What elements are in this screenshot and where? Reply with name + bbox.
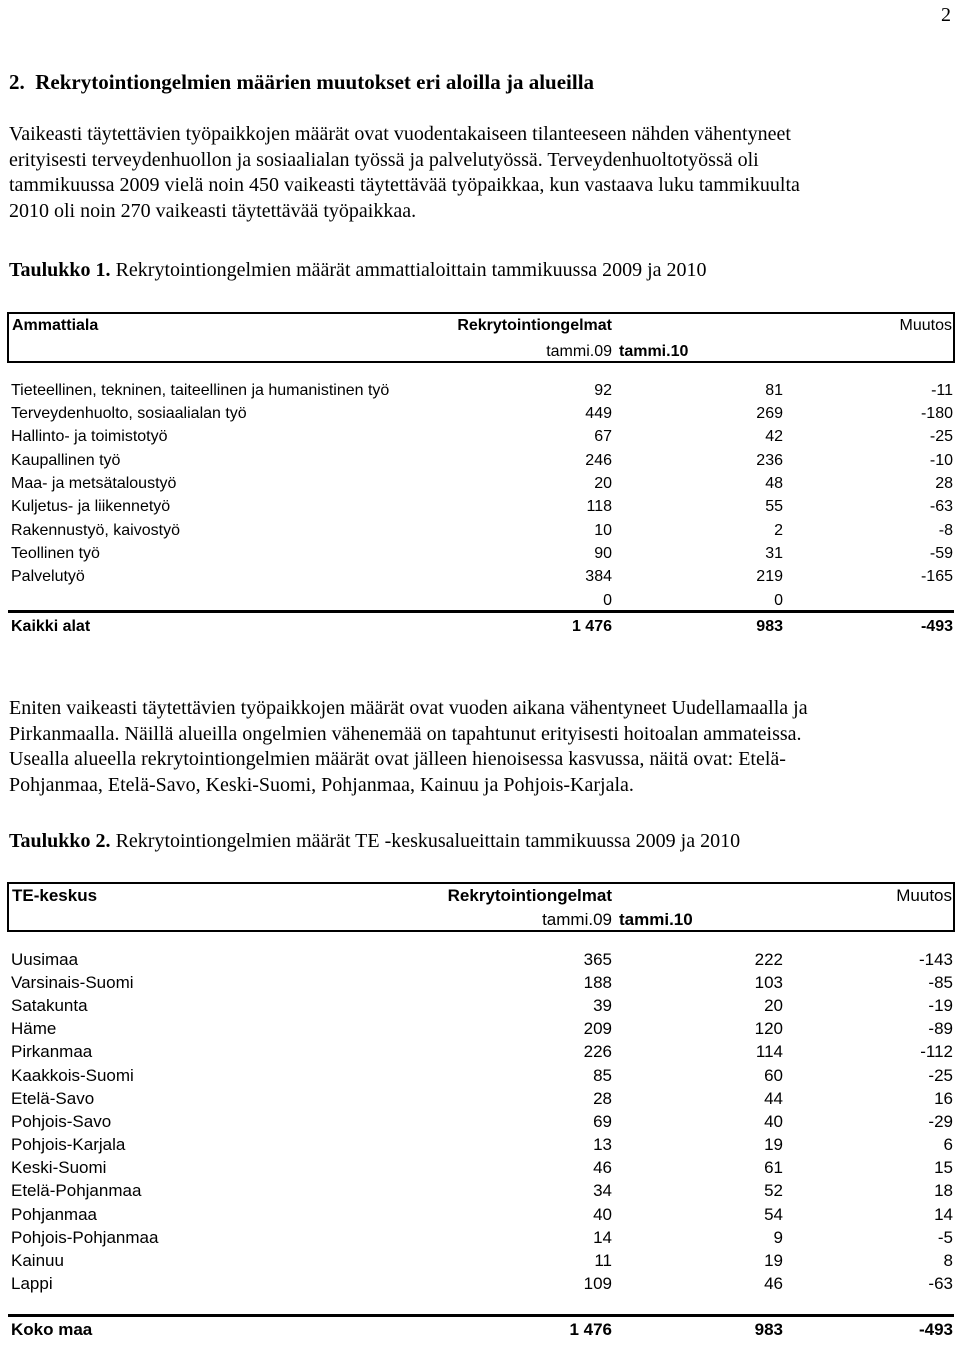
table-row [8, 377, 954, 400]
cell-2009: 109 [583, 1274, 612, 1294]
table-2 [7, 882, 953, 1340]
cell-2010: 61 [764, 1158, 783, 1178]
table-row [8, 1132, 954, 1155]
cell-2010: 219 [756, 568, 783, 586]
cell-change: -8 [938, 521, 953, 539]
table-row [8, 400, 954, 423]
cell-2010: 42 [765, 428, 783, 446]
table-1-header-tammi09: tammi.09 [546, 342, 612, 360]
paragraph-1-line: 2010 oli noin 270 vaikeasti täytettävää työpaikkaa. [9, 199, 417, 222]
cell-2010: 9 [773, 1227, 783, 1247]
cell-change: 6 [943, 1135, 953, 1155]
cell-change [784, 586, 954, 611]
table-row [8, 1086, 954, 1109]
table-2-header [8, 883, 954, 931]
cell-2010: 0 [774, 591, 783, 609]
cell-change: 16 [934, 1088, 953, 1108]
table-2-header-tammi10: tammi.10 [619, 910, 693, 930]
cell-2009: 40 [593, 1204, 612, 1224]
cell-2009: 449 [585, 405, 612, 423]
cell-2010: 40 [764, 1111, 783, 1131]
cell-name: Uusimaa [11, 949, 79, 969]
cell-change: -180 [920, 405, 953, 423]
cell-2010: 103 [754, 972, 783, 992]
table-1 [7, 312, 953, 636]
cell-change: -89 [928, 1019, 953, 1039]
cell-change: -10 [929, 451, 953, 469]
table-1-total-2010: 983 [613, 611, 784, 636]
cell-2009: 85 [593, 1065, 612, 1085]
table-1-total-name: Kaikki alat [8, 611, 423, 636]
cell-2009: 90 [594, 544, 612, 562]
cell-name: Etelä-Savo [11, 1088, 95, 1108]
table-2-header-te-keskus: TE-keskus [12, 885, 98, 905]
page-number: 2 [941, 4, 951, 26]
table-2-caption-label: Taulukko 2. [9, 830, 111, 852]
cell-name: Satakunta [11, 995, 88, 1015]
paragraph-1-line: erityisesti terveydenhuollon ja sosiaalialan työssä ja palvelutyössä. Terveydenhuoltotyössä oli [9, 148, 759, 171]
cell-name: Maa- ja metsätaloustyö [11, 475, 177, 493]
table-row [8, 1062, 954, 1085]
cell-name: Teollinen työ [11, 544, 100, 562]
cell-name: Terveydenhuolto, sosiaalialan työ [11, 405, 247, 423]
cell-2010: 52 [764, 1181, 783, 1201]
cell-2010: 269 [756, 405, 783, 423]
table-2-header-rekrytointiongelmat: Rekrytointiongelmat [447, 885, 612, 905]
table-1-header-ammattiala: Ammattiala [12, 316, 99, 334]
cell-name: Kainuu [11, 1251, 64, 1270]
cell-name: Kuljetus- ja liikennetyö [11, 498, 171, 516]
cell-2009: 13 [593, 1135, 612, 1155]
cell-change: -165 [920, 568, 953, 586]
cell-name: Rakennustyö, kaivostyö [11, 521, 180, 539]
table-row [8, 993, 954, 1016]
table-1-total-change: -493 [784, 611, 954, 636]
cell-change: -29 [928, 1111, 953, 1131]
cell-change: -19 [928, 995, 953, 1015]
cell-change: -11 [931, 381, 953, 399]
cell-name: Häme [11, 1019, 57, 1039]
table-1-header-tammi10: tammi.10 [619, 342, 689, 360]
cell-change: -5 [937, 1227, 953, 1247]
cell-2009: 39 [593, 995, 612, 1015]
cell-2009: 46 [593, 1158, 612, 1178]
table-row [8, 1201, 954, 1224]
paragraph-2 [9, 696, 953, 798]
table-1-header-rekrytointiongelmat: Rekrytointiongelmat [457, 316, 612, 334]
paragraph-2-line: Eniten vaikeasti täytettävien työpaikkojen määrät ovat vuoden aikana vähentyneet Uudellamaalla ja [9, 697, 808, 719]
cell-name: Keski-Suomi [11, 1158, 107, 1178]
cell-2009: 226 [583, 1042, 612, 1062]
cell-2010: 20 [764, 995, 783, 1015]
cell-2010: 48 [765, 475, 783, 493]
cell-2009: 34 [593, 1181, 612, 1201]
cell-name: Pohjois-Pohjanmaa [11, 1227, 159, 1247]
cell-name: Lappi [11, 1274, 53, 1294]
cell-2009: 118 [586, 498, 612, 516]
cell-2010: 31 [765, 544, 783, 562]
cell-2009: 14 [593, 1227, 612, 1247]
table-1-body [8, 362, 954, 377]
table-2-total [8, 1294, 954, 1340]
paragraph-1 [9, 122, 953, 224]
paragraph-1-line: tammikuussa 2009 vielä noin 450 vaikeasti täytettävää työpaikkaa, kun vastaava luku tammikuulta [9, 174, 800, 197]
cell-change: -25 [928, 1065, 953, 1085]
cell-change: -59 [929, 544, 953, 562]
cell-2010: 120 [754, 1019, 783, 1039]
table-row [8, 1155, 954, 1178]
cell-name: Tieteellinen, tekninen, taiteellinen ja humanistinen työ [11, 381, 390, 399]
table-1-header-muutos: Muutos [899, 316, 952, 334]
table-1-header [8, 313, 954, 362]
table-2-header-muutos: Muutos [896, 885, 952, 905]
cell-name [8, 586, 423, 611]
paragraph-1-line: Vaikeasti täytettävien työpaikkojen määrät ovat vuodentakaiseen tilanteeseen nähden vähentyneet [9, 123, 791, 145]
cell-change: 18 [934, 1181, 953, 1201]
cell-name: Hallinto- ja toimistotyö [11, 428, 168, 446]
cell-name: Pohjanmaa [11, 1204, 98, 1224]
cell-2010: 19 [764, 1251, 783, 1270]
table-row [8, 970, 954, 993]
cell-2009: 28 [593, 1088, 612, 1108]
cell-name: Palvelutyö [11, 568, 85, 586]
cell-change: -63 [929, 498, 953, 516]
table-row [8, 493, 954, 516]
cell-change: 15 [934, 1158, 953, 1178]
cell-2010: 54 [764, 1204, 783, 1224]
cell-name: Kaakkois-Suomi [11, 1065, 134, 1085]
table-row [8, 446, 954, 469]
paragraph-2-line: Pohjanmaa, Etelä-Savo, Keski-Suomi, Pohjanmaa, Kainuu ja Pohjois-Karjala. [9, 773, 634, 796]
table-1-caption-text: Rekrytointiongelmien määrät ammattialoittain tammikuussa 2009 ja 2010 [115, 259, 707, 281]
table-row [8, 1016, 954, 1039]
cell-change: -25 [929, 428, 953, 446]
table-2-total-2010: 983 [613, 1316, 784, 1341]
cell-change: 8 [943, 1251, 953, 1270]
paragraph-2-line: Usealla alueella rekrytointiongelmien määrät ovat jälleen hienoisessa kasvussa, näitä ovat: Etelä- [9, 748, 786, 771]
table-row [8, 1225, 954, 1248]
table-2-caption-text: Rekrytointiongelmien määrät TE -keskusalueittain tammikuussa 2009 ja 2010 [115, 830, 741, 852]
section-heading: 2. Rekrytointiongelmien määrien muutokset eri aloilla ja alueilla [9, 70, 595, 94]
cell-name: Kaupallinen työ [11, 451, 121, 469]
table-2-total-2009: 1 476 [423, 1316, 613, 1341]
cell-name: Etelä-Pohjanmaa [11, 1181, 142, 1201]
table-row [8, 563, 954, 586]
cell-2010: 222 [754, 949, 783, 969]
table-row [8, 516, 954, 539]
cell-2010: 46 [764, 1274, 783, 1294]
cell-2009: 92 [594, 381, 612, 399]
table-row [8, 586, 954, 611]
table-1-total [8, 611, 954, 636]
cell-change: -63 [928, 1274, 953, 1294]
cell-2010: 236 [756, 451, 783, 469]
table-1-caption-label: Taulukko 1. [9, 259, 111, 281]
cell-change: -85 [928, 972, 953, 992]
table-row [8, 1271, 954, 1294]
cell-2009: 67 [594, 428, 612, 446]
table-row [8, 423, 954, 446]
cell-2009: 0 [603, 591, 612, 609]
cell-2009: 69 [593, 1111, 612, 1131]
cell-2009: 246 [585, 451, 612, 469]
table-row [8, 1109, 954, 1132]
cell-change: 14 [934, 1204, 953, 1224]
cell-change: -112 [920, 1042, 953, 1062]
cell-change: 28 [935, 475, 953, 493]
table-row [8, 540, 954, 563]
cell-2009: 365 [583, 949, 612, 969]
cell-change: -143 [918, 949, 953, 969]
cell-2009: 209 [583, 1019, 612, 1039]
cell-name: Pohjois-Karjala [11, 1135, 126, 1155]
cell-name: Pirkanmaa [11, 1042, 93, 1062]
cell-2009: 10 [594, 521, 612, 539]
cell-2010: 55 [765, 498, 783, 516]
cell-2009: 188 [583, 972, 612, 992]
cell-name: Varsinais-Suomi [11, 972, 134, 992]
paragraph-2-line: Pirkanmaalla. Näillä alueilla ongelmien vähenemää on tapahtunut erityisesti hoitoalan ammateissa. [9, 722, 802, 745]
cell-2010: 60 [764, 1065, 783, 1085]
table-row [8, 1178, 954, 1201]
table-1-rows [8, 377, 954, 611]
table-1-total-2009: 1 476 [423, 611, 613, 636]
table-2-total-name: Koko maa [8, 1316, 423, 1341]
table-2-body [8, 931, 954, 946]
cell-2010: 19 [764, 1135, 783, 1155]
cell-name: Pohjois-Savo [11, 1111, 112, 1131]
table-2-header-tammi09: tammi.09 [542, 910, 612, 930]
cell-2009: 384 [585, 568, 612, 586]
table-row [8, 1039, 954, 1062]
table-row [8, 470, 954, 493]
cell-2009: 20 [594, 475, 612, 493]
table-2-total-change: -493 [784, 1316, 954, 1341]
table-row [8, 1248, 954, 1271]
cell-2010: 44 [764, 1088, 783, 1108]
table-2-caption [9, 830, 740, 853]
cell-2009: 11 [594, 1251, 612, 1270]
table-row [8, 946, 954, 969]
cell-2010: 81 [765, 381, 783, 399]
table-1-caption [9, 259, 707, 282]
cell-2010: 2 [774, 521, 783, 539]
cell-2010: 114 [755, 1042, 783, 1062]
table-2-rows [8, 946, 954, 1294]
